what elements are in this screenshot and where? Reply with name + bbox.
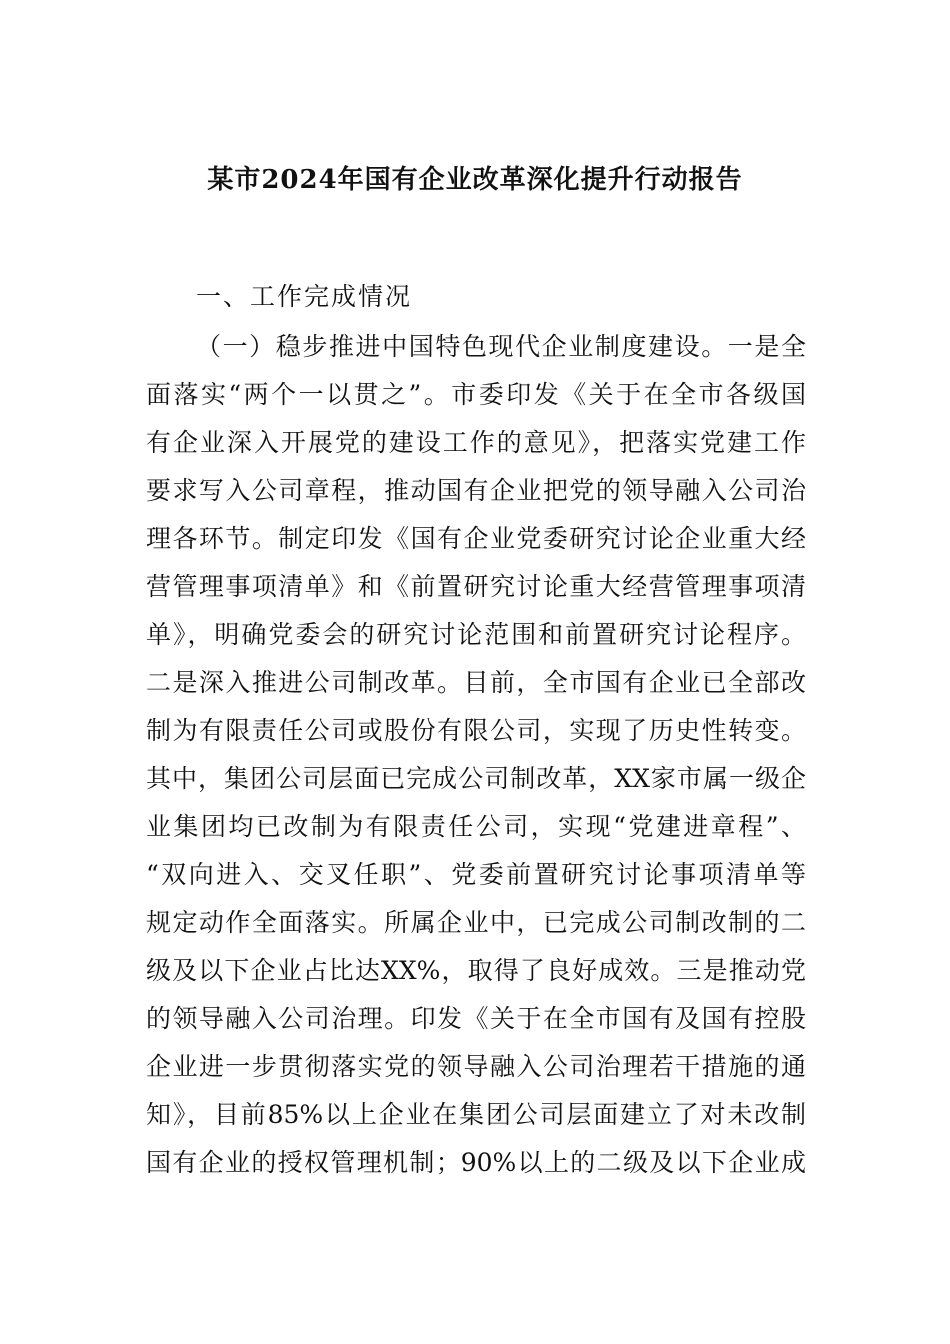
body-line: 营管理事项清单》和《前置研究讨论重大经营管理事项清 xyxy=(146,572,806,601)
document-title: 某市2024年国有企业改革深化提升行动报告 xyxy=(207,165,743,195)
body-line: 业集团均已改制为有限责任公司，实现“党建进章程”、 xyxy=(146,812,806,841)
body-line: 规定动作全面落实。所属企业中，已完成公司制改制的二 xyxy=(146,908,806,937)
body-line: 国有企业的授权管理机制；90%以上的二级及以下企业成 xyxy=(146,1148,806,1177)
body-line: 理各环节。制定印发《国有企业党委研究讨论企业重大经 xyxy=(146,524,806,553)
body-line: 级及以下企业占比达XX%，取得了良好成效。三是推动党 xyxy=(146,956,806,985)
body-line: 其中，集团公司层面已完成公司制改革，XX家市属一级企 xyxy=(146,764,806,793)
body-line: “双向进入、交叉任职”、党委前置研究讨论事项清单等 xyxy=(146,860,806,889)
body-line: 知》，目前85%以上企业在集团公司层面建立了对未改制 xyxy=(146,1100,806,1129)
body-line: 面落实“两个一以贯之”。市委印发《关于在全市各级国 xyxy=(146,380,806,409)
body-line: 企业进一步贯彻落实党的领导融入公司治理若干措施的通 xyxy=(146,1052,806,1081)
body-line: 制为有限责任公司或股份有限公司，实现了历史性转变。 xyxy=(146,716,806,745)
body-line: （一）稳步推进中国特色现代企业制度建设。一是全 xyxy=(196,332,806,361)
body-line: 要求写入公司章程，推动国有企业把党的领导融入公司治 xyxy=(146,476,806,505)
section-heading: 一、工作完成情况 xyxy=(196,282,413,311)
body-line: 有企业深入开展党的建设工作的意见》，把落实党建工作 xyxy=(146,428,806,457)
body-line: 单》，明确党委会的研究讨论范围和前置研究讨论程序。 xyxy=(146,620,806,649)
body-line: 的领导融入公司治理。印发《关于在全市国有及国有控股 xyxy=(146,1004,806,1033)
body-line: 二是深入推进公司制改革。目前，全市国有企业已全部改 xyxy=(146,668,806,697)
